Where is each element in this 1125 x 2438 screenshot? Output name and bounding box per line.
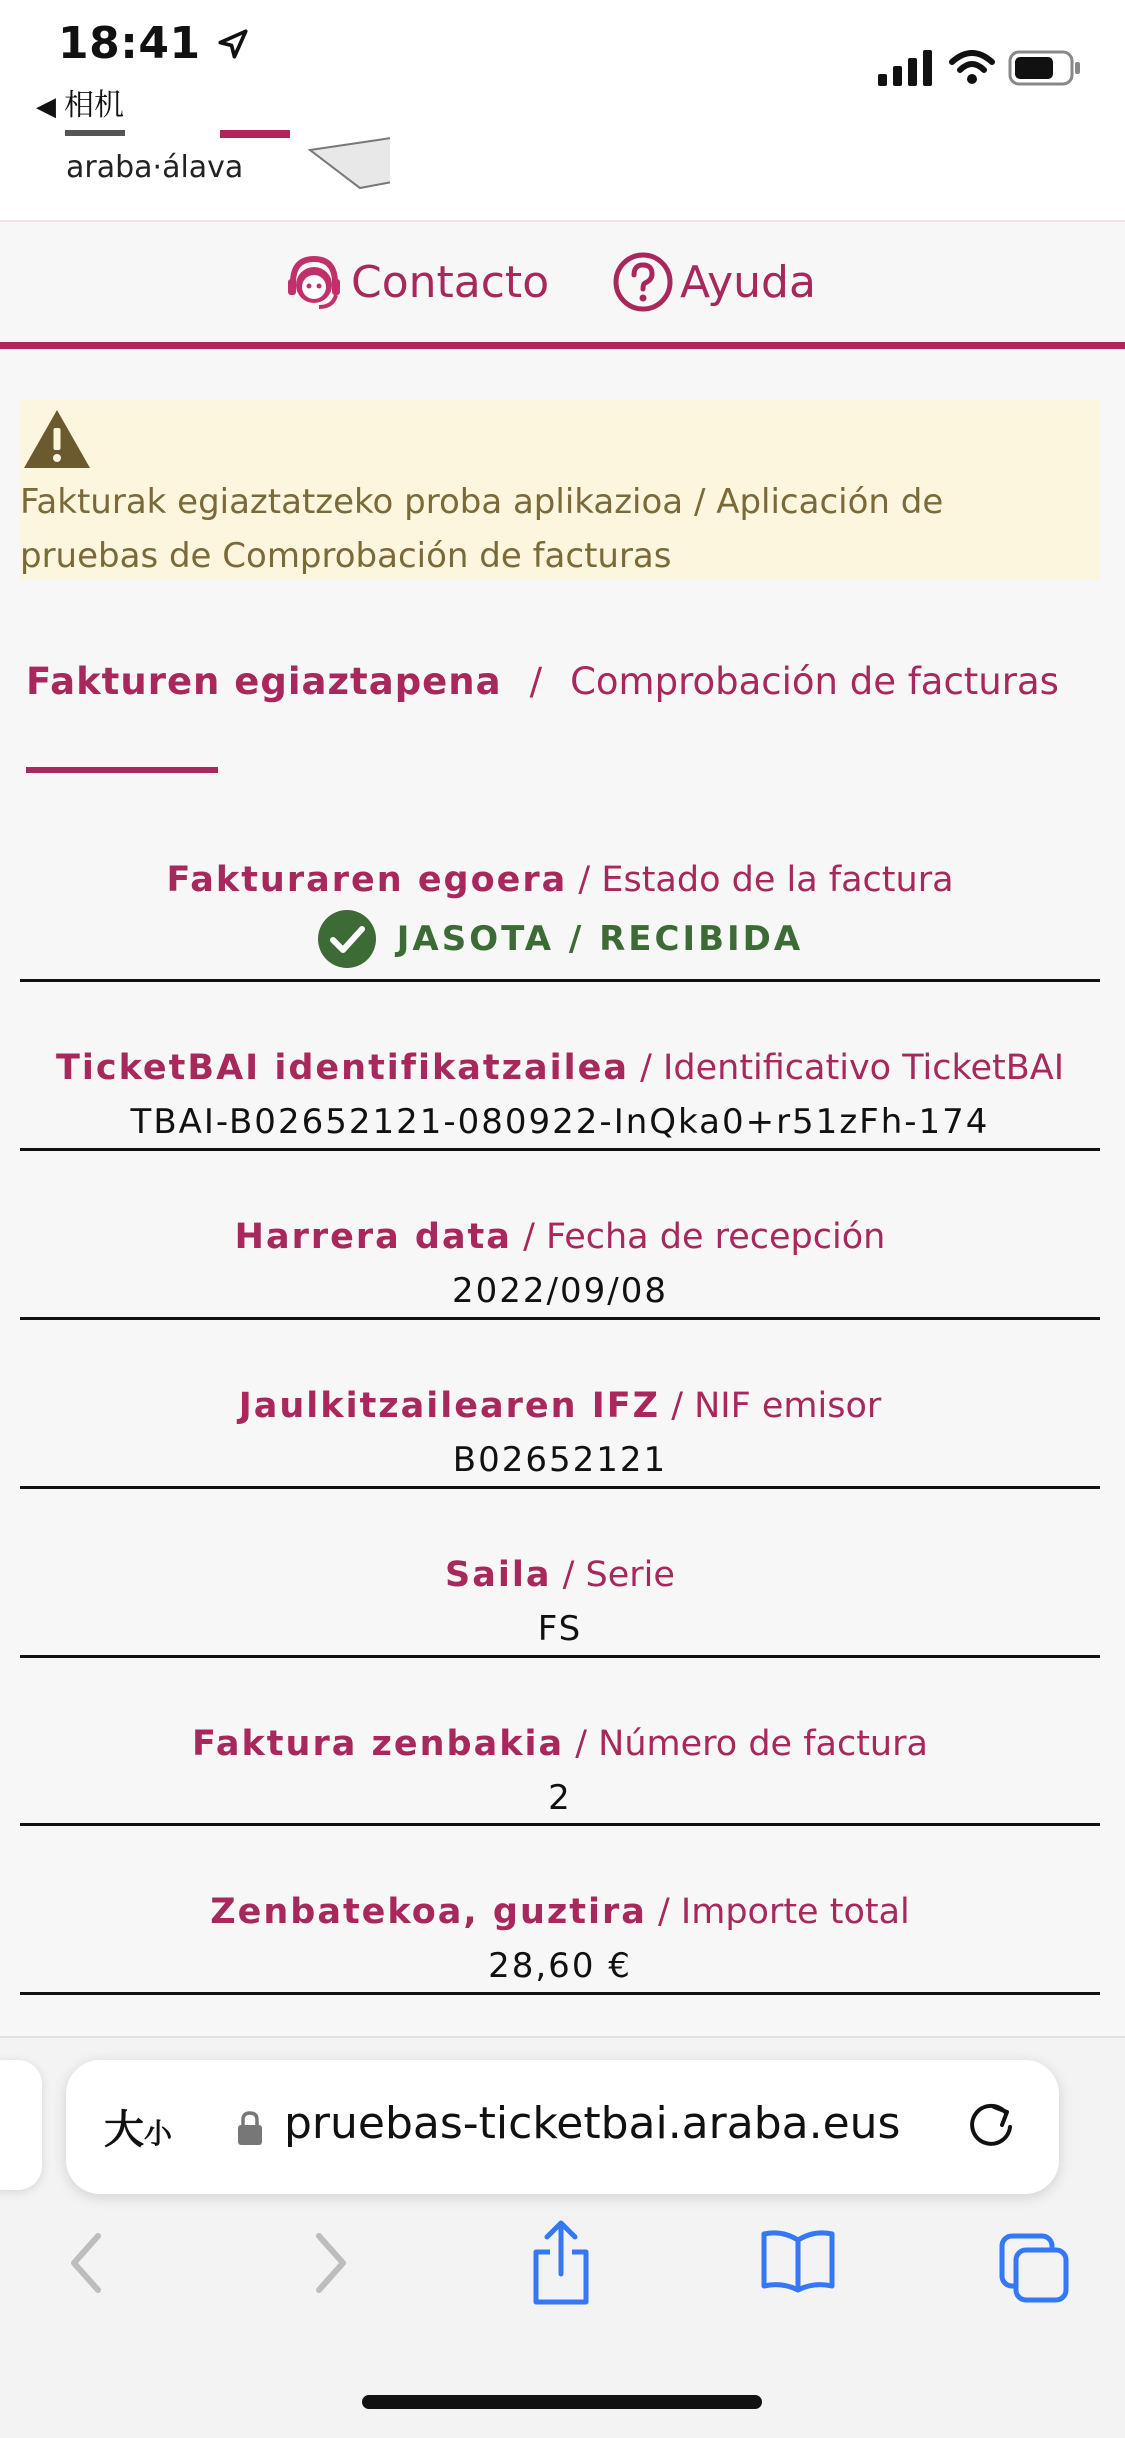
support-agent-icon — [283, 251, 345, 313]
top-nav — [0, 222, 1125, 342]
status-time — [58, 18, 250, 69]
field-label — [20, 855, 1100, 905]
page-title-separator: / — [529, 660, 543, 703]
field-divider — [20, 1317, 1100, 1320]
field-label — [20, 1719, 1100, 1769]
nav-help-label: Ayuda — [680, 256, 816, 308]
field-series — [20, 1550, 1100, 1654]
field-divider — [20, 979, 1100, 982]
nav-divider — [0, 342, 1125, 349]
field-label — [20, 1550, 1100, 1600]
warning-triangle-icon — [22, 408, 92, 470]
label-es: / Importe total — [657, 1892, 910, 1932]
status-time-text: 18:41 — [58, 18, 201, 69]
text-size-big: 大 — [104, 2107, 144, 2153]
nav-contact-label: Contacto — [351, 256, 550, 308]
field-label — [20, 1887, 1100, 1937]
field-reception-date — [20, 1212, 1100, 1316]
field-invoice-status — [20, 855, 1100, 969]
label-eu: Saila — [445, 1555, 552, 1595]
check-circle-icon — [317, 909, 377, 969]
back-triangle-icon: ◀ — [36, 92, 56, 122]
home-indicator — [362, 2395, 762, 2409]
field-label — [20, 1043, 1100, 1093]
field-divider — [20, 1486, 1100, 1489]
nav-contact-link[interactable] — [283, 247, 549, 317]
page-title-eu: Fakturen egiaztapena — [26, 660, 502, 703]
lock-icon — [236, 2110, 264, 2146]
field-label — [20, 1381, 1100, 1431]
label-es: / NIF emisor — [671, 1386, 882, 1426]
field-value: B02652121 — [452, 1440, 668, 1480]
status-value-text: JASOTA / RECIBIDA — [396, 919, 804, 959]
page-title-es: Comprobación de facturas — [570, 660, 1059, 703]
field-invoice-number — [20, 1719, 1100, 1823]
logo-text: araba·álava — [66, 150, 244, 185]
label-es: / Fecha de recepción — [523, 1217, 886, 1257]
field-value: 28,60 € — [488, 1946, 632, 1986]
tabs-overview-icon[interactable] — [998, 2232, 1070, 2304]
browser-back-icon[interactable] — [62, 2228, 112, 2298]
page-title — [26, 660, 1059, 703]
previous-tab-preview[interactable] — [0, 2060, 42, 2190]
field-divider — [20, 1823, 1100, 1826]
label-eu: Zenbatekoa, guztira — [210, 1892, 647, 1932]
share-icon[interactable] — [528, 2218, 594, 2308]
field-total-amount — [20, 1887, 1100, 1991]
label-es: / Número de factura — [575, 1724, 928, 1764]
label-eu: Jaulkitzailearen IFZ — [238, 1386, 661, 1426]
wifi-icon — [948, 48, 996, 86]
signal-icon — [878, 50, 934, 86]
label-es: / Estado de la factura — [578, 860, 954, 900]
label-eu: Harrera data — [234, 1217, 512, 1257]
label-eu: Fakturaren egoera — [166, 860, 568, 900]
browser-forward-icon[interactable] — [305, 2228, 355, 2298]
text-size-small: 小 — [144, 2117, 173, 2150]
back-to-app-button[interactable] — [36, 80, 124, 124]
nav-help-link[interactable] — [612, 247, 816, 317]
label-es: / Serie — [562, 1555, 675, 1595]
status-value — [20, 909, 1100, 969]
location-arrow-icon — [216, 27, 250, 61]
text-size-button[interactable] — [104, 2098, 172, 2155]
battery-icon — [1008, 50, 1082, 86]
field-value: 2 — [548, 1778, 572, 1818]
reload-icon[interactable] — [964, 2097, 1018, 2151]
help-circle-icon — [612, 251, 674, 313]
field-divider — [20, 1148, 1100, 1151]
field-value: 2022/09/08 — [452, 1271, 668, 1311]
title-underline — [26, 767, 218, 773]
warning-text: Fakturak egiaztatzeko proba aplikazioa / Aplicación de pruebas de Comprobación de facturas — [20, 482, 944, 576]
back-app-label: 相机 — [64, 88, 124, 123]
field-issuer-nif — [20, 1381, 1100, 1485]
field-value: TBAI-B02652121-080922-InQka0+r51zFh-174 — [130, 1102, 990, 1142]
field-divider — [20, 1655, 1100, 1658]
label-es: / Identificativo TicketBAI — [640, 1048, 1065, 1088]
bookmarks-icon[interactable] — [760, 2228, 836, 2294]
label-eu: TicketBAI identifikatzailea — [55, 1048, 629, 1088]
field-label — [20, 1212, 1100, 1262]
label-eu: Faktura zenbakia — [192, 1724, 565, 1764]
field-ticketbai-id — [20, 1043, 1100, 1147]
field-divider — [20, 1992, 1100, 1995]
field-value: FS — [537, 1609, 583, 1649]
url-text[interactable]: pruebas-ticketbai.araba.eus — [284, 2098, 901, 2149]
